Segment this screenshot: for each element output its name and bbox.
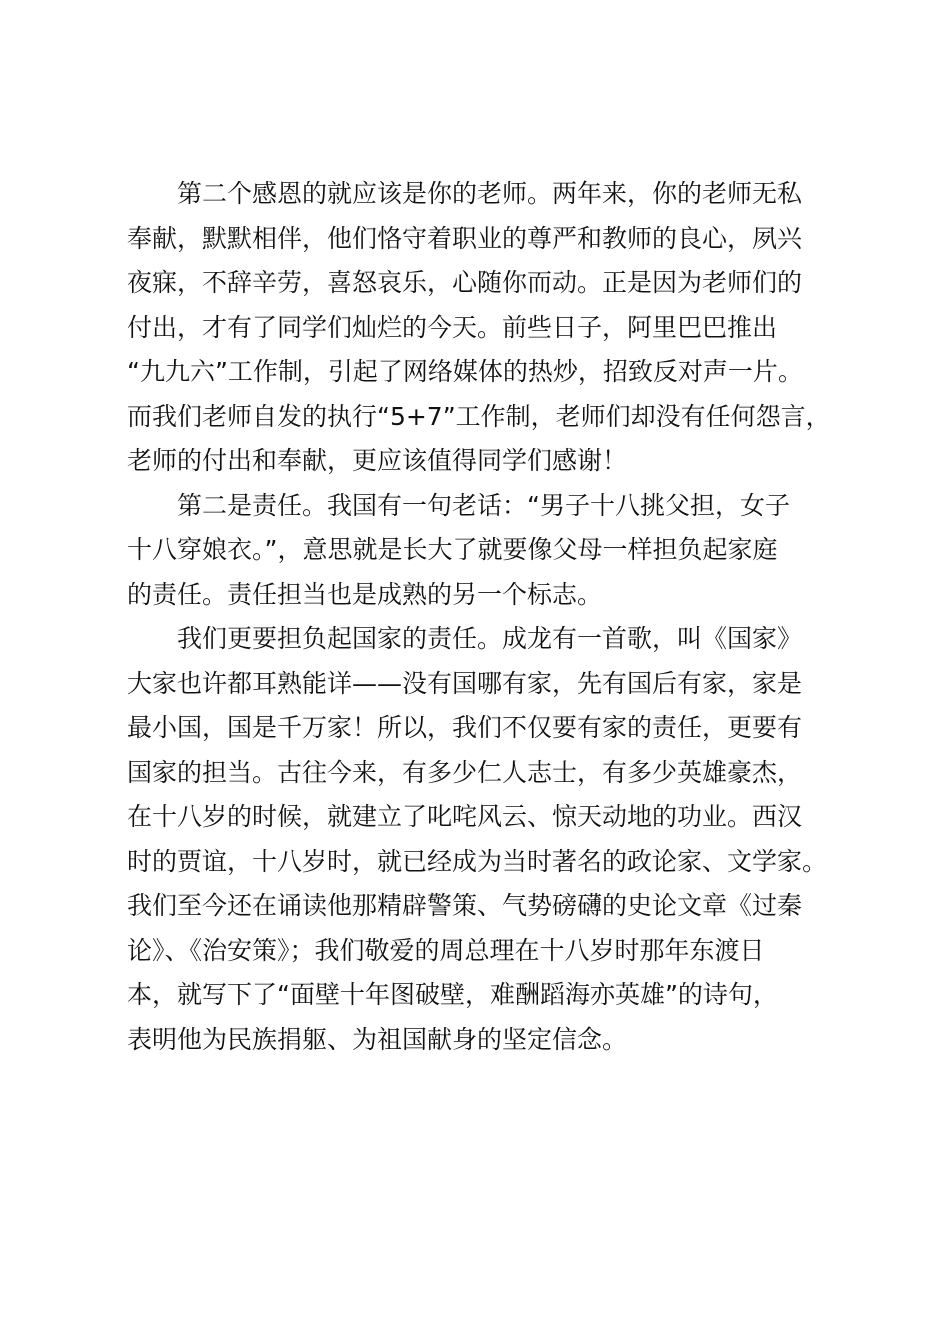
text-line: 最小国，国是千万家！所以，我们不仅要有家的责任，更要有 (127, 713, 803, 742)
text-line: 而我们老师自发的执行“5+7”工作制，老师们却没有任何怨言， (127, 401, 831, 431)
text-line: 第二个感恩的就应该是你的老师。两年来，你的老师无私 (177, 179, 803, 208)
text-line: 第二是责任。我国有一句老话：“男子十八挑父担，女子 (177, 490, 790, 520)
text-line: 时的贾谊，十八岁时，就已经成为当时著名的政论家、文学家。 (127, 846, 828, 876)
paragraph-teachers (127, 172, 857, 484)
text-line: 本，就写下了“面壁十年图破壁，难酬蹈海亦英雄”的诗句， (127, 980, 778, 1009)
paragraph-responsibility (127, 484, 857, 618)
text-line: 论》、《治安策》；我们敬爱的周总理在十八岁时那年东渡日 (127, 935, 765, 965)
text-line: “九九六”工作制，引起了网络媒体的热炒，招致反对声一片。 (127, 357, 803, 386)
text-line: 奉献，默默相伴，他们恪守着职业的尊严和教师的良心，夙兴 (127, 223, 803, 253)
text-line: 的责任。责任担当也是成熟的另一个标志。 (127, 579, 603, 609)
body-text (127, 172, 857, 1062)
text-line: 国家的担当。古往今来，有多少仁人志士，有多少英雄豪杰， (127, 757, 803, 787)
text-line: 在十八岁的时候，就建立了叱咤风云、惊天动地的功业。西汉 (127, 802, 803, 831)
text-line: 夜寐，不辞辛劳，喜怒哀乐，心随你而动。正是因为老师们的 (127, 268, 803, 297)
text-line: 付出，才有了同学们灿烂的今天。前些日子，阿里巴巴推出 (127, 312, 778, 342)
text-line: 我们至今还在诵读他那精辟警策、气势磅礴的史论文章《过秦 (127, 891, 803, 920)
text-line: 我们更要担负起国家的责任。成龙有一首歌，叫《国家》 (177, 624, 803, 653)
paragraph-nation (127, 617, 857, 1062)
text-line: 十八穿娘衣。”，意思就是长大了就要像父母一样担负起家庭 (127, 535, 778, 564)
text-line: 表明他为民族捐躯、为祖国献身的坚定信念。 (127, 1024, 628, 1054)
text-line: 老师的付出和奉献，更应该值得同学们感谢！ (127, 446, 628, 475)
text-line: 大家也许都耳熟能详——没有国哪有家，先有国后有家，家是 (127, 668, 803, 698)
